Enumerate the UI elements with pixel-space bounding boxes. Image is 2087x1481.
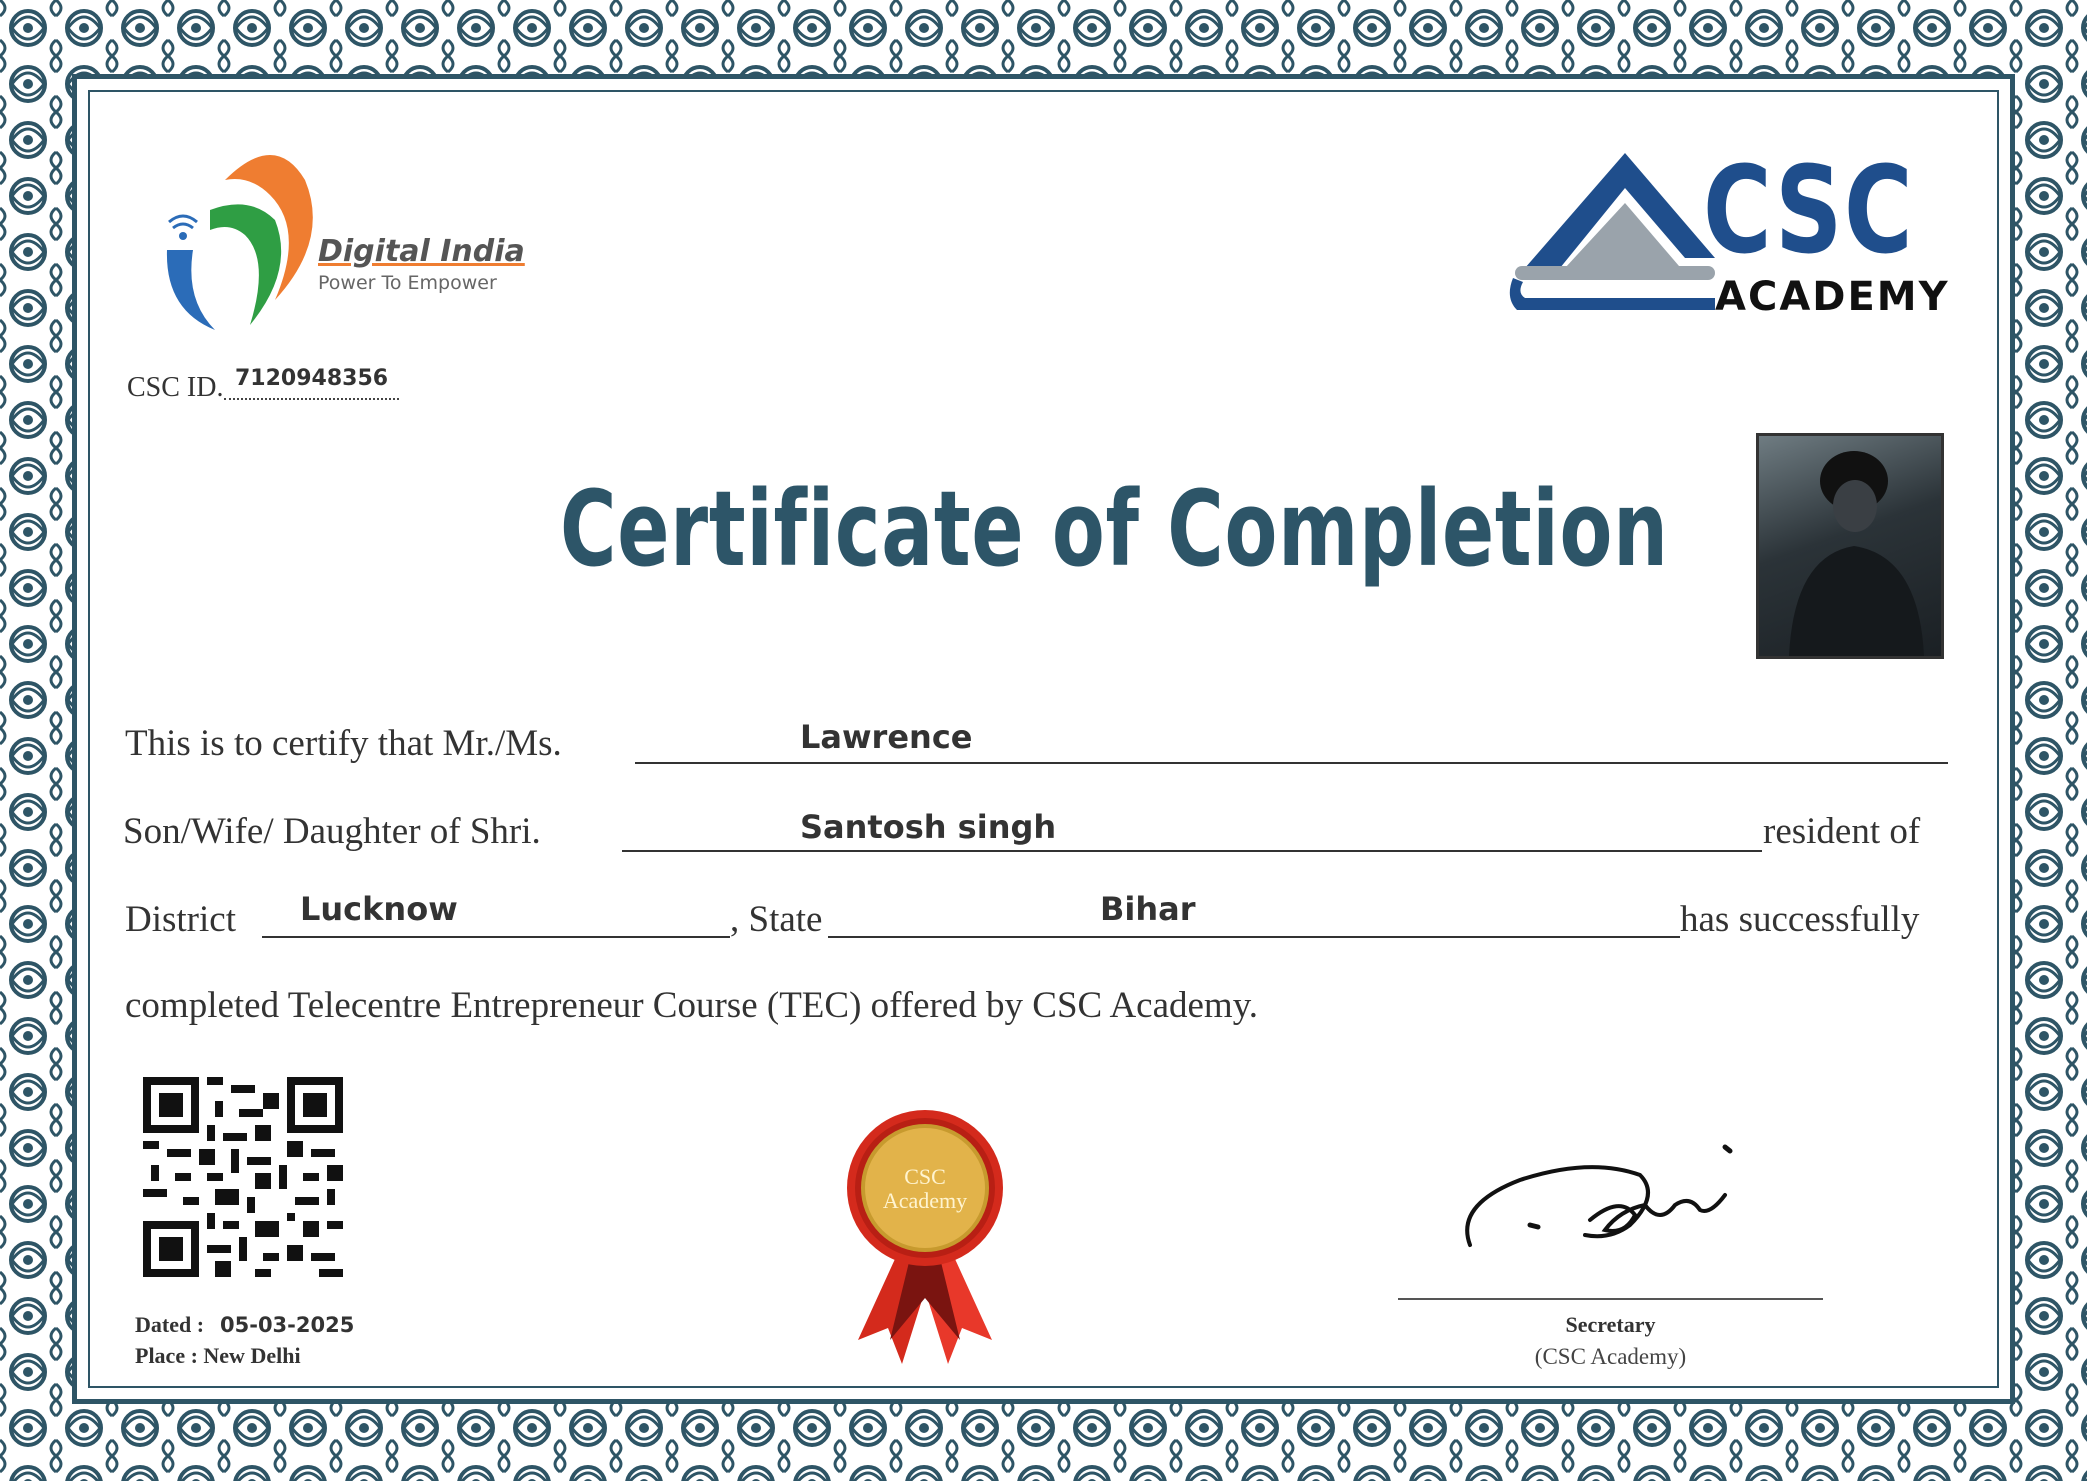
certificate-title: Certificate of Completion [560, 468, 1669, 590]
resident-of-text: resident of [1763, 811, 1921, 852]
seal-text-1: CSC [904, 1164, 946, 1189]
csc-logo-text: CSC [1703, 142, 1915, 281]
digital-india-logo [155, 140, 535, 340]
ribbon-seal-icon [840, 1108, 1010, 1368]
course-text: completed Telecentre Entrepreneur Course (TEC) offered by CSC Academy. [125, 985, 1259, 1026]
place-text: Place : New Delhi [135, 1343, 301, 1368]
person-silhouette-icon [1759, 436, 1941, 656]
name-underline [635, 762, 1948, 764]
district-label: District [125, 899, 236, 940]
state-value: Bihar [1100, 890, 1196, 928]
signature-icon [1460, 1135, 1780, 1265]
recipient-name: Lawrence [800, 718, 973, 756]
signatory-title: Secretary [1565, 1312, 1656, 1337]
completed-text: has successfully [1680, 899, 1920, 940]
digital-india-emblem-icon [155, 140, 325, 340]
csc-id-label: CSC ID. [127, 372, 224, 403]
district-value: Lucknow [300, 890, 458, 928]
csc-academy-logo [1505, 142, 1965, 323]
signature-line [1398, 1298, 1823, 1300]
csc-logo-subtext: ACADEMY [1715, 274, 1950, 320]
academy-seal [840, 1108, 1010, 1368]
state-underline [828, 936, 1680, 938]
relation-text: Son/Wife/ Daughter of Shri. [123, 811, 541, 852]
dated-label: Dated : [135, 1312, 205, 1337]
district-underline [262, 936, 730, 938]
parent-underline [622, 850, 1762, 852]
csc-id-dotted-line [224, 398, 399, 400]
certify-text: This is to certify that Mr./Ms. [125, 723, 562, 764]
recipient-photo [1756, 433, 1944, 659]
state-label: , State [730, 899, 823, 940]
parent-name: Santosh singh [800, 808, 1057, 846]
seal-text-2: Academy [882, 1188, 968, 1213]
digital-india-name: Digital India [318, 234, 525, 269]
signatory-org: (CSC Academy) [1534, 1344, 1687, 1369]
dated-value: 05-03-2025 [220, 1313, 355, 1337]
digital-india-tagline: Power To Empower [318, 272, 497, 294]
csc-id-value: 7120948356 [235, 366, 389, 391]
book-roof-icon [1505, 148, 1715, 323]
qr-code-icon [143, 1077, 343, 1277]
